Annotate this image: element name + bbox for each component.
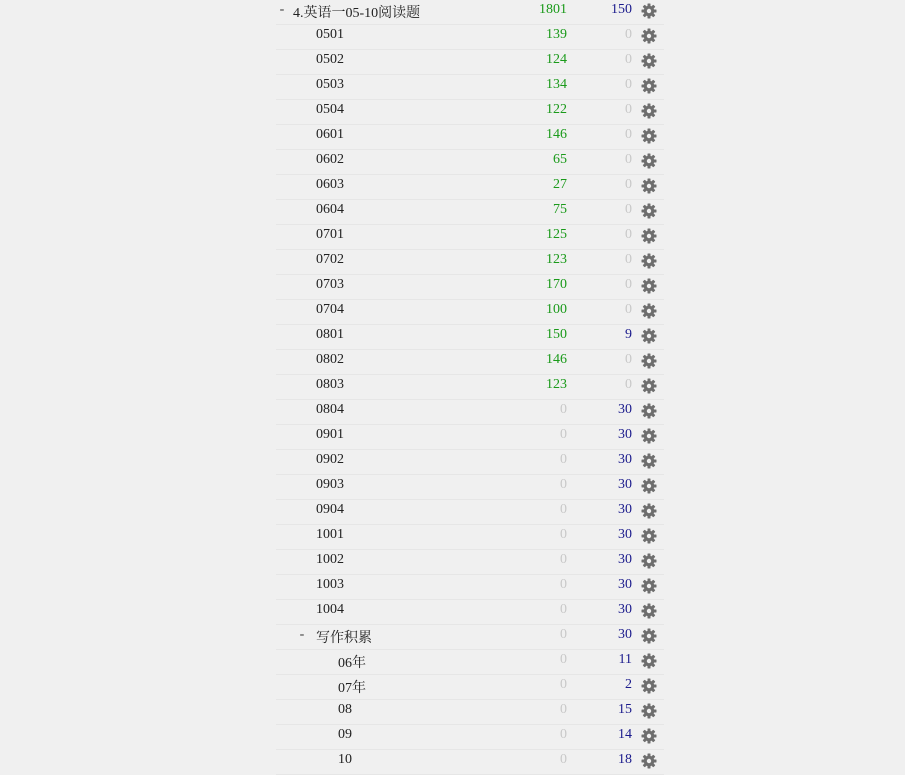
deck-list (276, 0, 664, 775)
gear-icon[interactable] (641, 453, 657, 469)
gear-icon[interactable] (641, 328, 657, 344)
new-count: 139 (546, 27, 567, 42)
gear-icon[interactable] (641, 528, 657, 544)
gear-icon[interactable] (641, 703, 657, 719)
gear-icon[interactable] (641, 278, 657, 294)
new-count: 122 (546, 102, 567, 117)
deck-row[interactable] (276, 100, 664, 125)
deck-row[interactable] (276, 225, 664, 250)
deck-row[interactable] (276, 475, 664, 500)
deck-row[interactable] (276, 125, 664, 150)
deck-name[interactable]: 4.英语一05-10阅读题 (293, 6, 421, 21)
new-count: 170 (546, 277, 567, 292)
deck-name[interactable]: 0904 (316, 502, 344, 517)
deck-row[interactable] (276, 175, 664, 200)
deck-name[interactable]: 0803 (316, 377, 344, 392)
deck-row[interactable] (276, 275, 664, 300)
deck-name[interactable]: 写作积累 (316, 631, 372, 646)
deck-name[interactable]: 0802 (316, 352, 344, 367)
due-count: 0 (625, 252, 632, 267)
gear-icon[interactable] (641, 28, 657, 44)
gear-icon[interactable] (641, 603, 657, 619)
deck-name[interactable]: 1003 (316, 577, 344, 592)
new-count: 123 (546, 252, 567, 267)
deck-name[interactable]: 0704 (316, 302, 344, 317)
deck-row[interactable] (276, 50, 664, 75)
new-count: 75 (553, 202, 567, 217)
due-count: 0 (625, 352, 632, 367)
new-count: 0 (560, 427, 567, 442)
deck-row[interactable] (276, 150, 664, 175)
gear-icon[interactable] (641, 653, 657, 669)
new-count: 0 (560, 727, 567, 742)
deck-name[interactable]: 0502 (316, 52, 344, 67)
new-count: 0 (560, 627, 567, 642)
due-count: 30 (618, 527, 632, 542)
gear-icon[interactable] (641, 678, 657, 694)
due-count: 30 (618, 552, 632, 567)
gear-icon[interactable] (641, 3, 657, 19)
gear-icon[interactable] (641, 78, 657, 94)
new-count: 150 (546, 327, 567, 342)
deck-row[interactable] (276, 725, 664, 750)
deck-row[interactable] (276, 350, 664, 375)
due-count: 30 (618, 452, 632, 467)
gear-icon[interactable] (641, 378, 657, 394)
due-count: 0 (625, 77, 632, 92)
due-count: 14 (618, 727, 632, 742)
new-count: 0 (560, 502, 567, 517)
collapse-toggle[interactable]: - (299, 627, 305, 642)
due-count: 0 (625, 177, 632, 192)
due-count: 0 (625, 277, 632, 292)
gear-icon[interactable] (641, 728, 657, 744)
deck-name[interactable]: 1001 (316, 527, 344, 542)
deck-name[interactable]: 0501 (316, 27, 344, 42)
deck-name[interactable]: 0603 (316, 177, 344, 192)
new-count: 100 (546, 302, 567, 317)
new-count: 0 (560, 752, 567, 767)
new-count: 0 (560, 477, 567, 492)
new-count: 0 (560, 602, 567, 617)
collapse-toggle[interactable]: - (279, 2, 285, 17)
deck-row[interactable] (276, 675, 664, 700)
due-count: 0 (625, 102, 632, 117)
deck-row[interactable] (276, 425, 664, 450)
new-count: 123 (546, 377, 567, 392)
deck-name[interactable]: 0702 (316, 252, 344, 267)
deck-row[interactable] (276, 450, 664, 475)
deck-name[interactable]: 10 (338, 752, 352, 767)
due-count: 30 (618, 427, 632, 442)
deck-row[interactable] (276, 75, 664, 100)
deck-name[interactable]: 0801 (316, 327, 344, 342)
gear-icon[interactable] (641, 478, 657, 494)
new-count: 27 (553, 177, 567, 192)
gear-icon[interactable] (641, 428, 657, 444)
new-count: 124 (546, 52, 567, 67)
due-count: 150 (611, 2, 632, 17)
deck-name[interactable]: 1004 (316, 602, 344, 617)
gear-icon[interactable] (641, 178, 657, 194)
gear-icon[interactable] (641, 578, 657, 594)
gear-icon[interactable] (641, 403, 657, 419)
deck-name[interactable]: 0602 (316, 152, 344, 167)
new-count: 0 (560, 527, 567, 542)
due-count: 30 (618, 627, 632, 642)
deck-name[interactable]: 09 (338, 727, 352, 742)
deck-row[interactable] (276, 375, 664, 400)
due-count: 0 (625, 27, 632, 42)
gear-icon[interactable] (641, 203, 657, 219)
gear-icon[interactable] (641, 753, 657, 769)
gear-icon[interactable] (641, 228, 657, 244)
deck-row[interactable] (276, 400, 664, 425)
new-count: 0 (560, 402, 567, 417)
due-count: 9 (625, 327, 632, 342)
due-count: 30 (618, 502, 632, 517)
deck-name[interactable]: 0901 (316, 427, 344, 442)
deck-row[interactable] (276, 325, 664, 350)
due-count: 0 (625, 302, 632, 317)
deck-row[interactable] (276, 25, 664, 50)
new-count: 0 (560, 452, 567, 467)
new-count: 125 (546, 227, 567, 242)
new-count: 134 (546, 77, 567, 92)
gear-icon[interactable] (641, 503, 657, 519)
gear-icon[interactable] (641, 153, 657, 169)
deck-row[interactable] (276, 250, 664, 275)
deck-name[interactable]: 0804 (316, 402, 344, 417)
due-count: 0 (625, 52, 632, 67)
gear-icon[interactable] (641, 128, 657, 144)
due-count: 30 (618, 577, 632, 592)
due-count: 0 (625, 377, 632, 392)
deck-name[interactable]: 06年 (338, 656, 366, 671)
deck-row[interactable] (276, 650, 664, 675)
deck-row[interactable] (276, 200, 664, 225)
deck-row[interactable] (276, 625, 664, 650)
deck-name[interactable]: 0601 (316, 127, 344, 142)
deck-row[interactable] (276, 700, 664, 725)
new-count: 65 (553, 152, 567, 167)
deck-name[interactable]: 0604 (316, 202, 344, 217)
new-count: 1801 (539, 2, 567, 17)
due-count: 30 (618, 402, 632, 417)
new-count: 0 (560, 652, 567, 667)
deck-row[interactable] (276, 600, 664, 625)
deck-row[interactable] (276, 300, 664, 325)
deck-row[interactable] (276, 750, 664, 775)
deck-row[interactable] (276, 575, 664, 600)
deck-name[interactable]: 0504 (316, 102, 344, 117)
gear-icon[interactable] (641, 553, 657, 569)
gear-icon[interactable] (641, 53, 657, 69)
due-count: 2 (625, 677, 632, 692)
due-count: 15 (618, 702, 632, 717)
deck-name[interactable]: 1002 (316, 552, 344, 567)
new-count: 0 (560, 577, 567, 592)
due-count: 0 (625, 202, 632, 217)
gear-icon[interactable] (641, 103, 657, 119)
due-count: 0 (625, 227, 632, 242)
deck-row[interactable] (276, 0, 664, 25)
deck-row[interactable] (276, 550, 664, 575)
deck-name[interactable]: 08 (338, 702, 352, 717)
deck-row[interactable] (276, 525, 664, 550)
deck-name[interactable]: 0903 (316, 477, 344, 492)
new-count: 0 (560, 702, 567, 717)
gear-icon[interactable] (641, 353, 657, 369)
deck-name[interactable]: 07年 (338, 681, 366, 696)
due-count: 0 (625, 127, 632, 142)
due-count: 0 (625, 152, 632, 167)
gear-icon[interactable] (641, 628, 657, 644)
due-count: 18 (618, 752, 632, 767)
due-count: 30 (618, 602, 632, 617)
gear-icon[interactable] (641, 303, 657, 319)
gear-icon[interactable] (641, 253, 657, 269)
due-count: 30 (618, 477, 632, 492)
deck-name[interactable]: 0701 (316, 227, 344, 242)
due-count: 11 (618, 652, 632, 667)
deck-name[interactable]: 0902 (316, 452, 344, 467)
new-count: 146 (546, 127, 567, 142)
deck-name[interactable]: 0503 (316, 77, 344, 92)
new-count: 0 (560, 552, 567, 567)
new-count: 0 (560, 677, 567, 692)
deck-name[interactable]: 0703 (316, 277, 344, 292)
deck-row[interactable] (276, 500, 664, 525)
new-count: 146 (546, 352, 567, 367)
